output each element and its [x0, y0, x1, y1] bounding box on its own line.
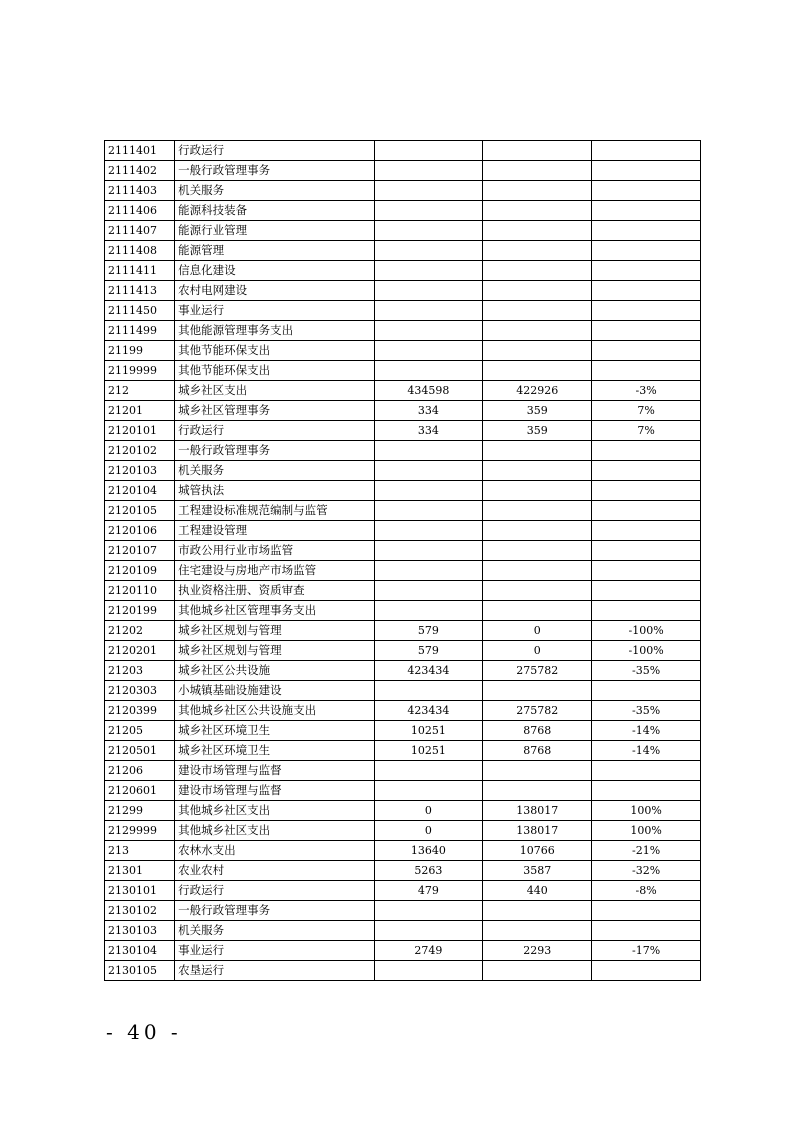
value-curr-cell: 440	[483, 881, 592, 901]
change-percent-cell: -17%	[592, 941, 701, 961]
value-curr-cell	[483, 461, 592, 481]
change-percent-cell	[592, 461, 701, 481]
account-name-cell: 其他节能环保支出	[175, 341, 374, 361]
table-row	[105, 541, 701, 561]
account-name-cell: 信息化建设	[175, 261, 374, 281]
value-prev-cell	[374, 361, 483, 381]
value-prev-cell: 2749	[374, 941, 483, 961]
account-name-cell: 建设市场管理与监督	[175, 781, 374, 801]
value-curr-cell: 0	[483, 641, 592, 661]
account-code-cell: 2129999	[105, 821, 175, 841]
value-prev-cell: 0	[374, 801, 483, 821]
value-curr-cell	[483, 161, 592, 181]
value-curr-cell	[483, 221, 592, 241]
account-code-cell: 21299	[105, 801, 175, 821]
account-code-cell: 2130104	[105, 941, 175, 961]
value-prev-cell	[374, 261, 483, 281]
account-name-cell: 城乡社区支出	[175, 381, 374, 401]
value-prev-cell	[374, 581, 483, 601]
table-row	[105, 881, 701, 901]
value-curr-cell: 8768	[483, 721, 592, 741]
account-code-cell: 2130101	[105, 881, 175, 901]
value-curr-cell: 10766	[483, 841, 592, 861]
change-percent-cell: -32%	[592, 861, 701, 881]
account-code-cell: 2111403	[105, 181, 175, 201]
table-row	[105, 481, 701, 501]
value-curr-cell: 275782	[483, 701, 592, 721]
value-curr-cell	[483, 561, 592, 581]
value-prev-cell: 579	[374, 641, 483, 661]
value-curr-cell: 359	[483, 401, 592, 421]
change-percent-cell: 100%	[592, 821, 701, 841]
value-prev-cell: 0	[374, 821, 483, 841]
account-name-cell: 工程建设标准规范编制与监管	[175, 501, 374, 521]
account-code-cell: 2120105	[105, 501, 175, 521]
value-curr-cell: 8768	[483, 741, 592, 761]
table-row	[105, 301, 701, 321]
account-code-cell: 2120303	[105, 681, 175, 701]
account-name-cell: 小城镇基础设施建设	[175, 681, 374, 701]
table-row	[105, 761, 701, 781]
table-row	[105, 261, 701, 281]
change-percent-cell	[592, 341, 701, 361]
table-row	[105, 741, 701, 761]
change-percent-cell: -35%	[592, 701, 701, 721]
value-curr-cell: 138017	[483, 821, 592, 841]
change-percent-cell: -100%	[592, 621, 701, 641]
value-curr-cell	[483, 921, 592, 941]
account-code-cell: 2111450	[105, 301, 175, 321]
value-curr-cell: 2293	[483, 941, 592, 961]
account-name-cell: 其他城乡社区支出	[175, 821, 374, 841]
table-row	[105, 501, 701, 521]
table-row	[105, 641, 701, 661]
table-row	[105, 361, 701, 381]
value-prev-cell	[374, 921, 483, 941]
value-curr-cell	[483, 761, 592, 781]
account-code-cell: 2120106	[105, 521, 175, 541]
value-curr-cell	[483, 541, 592, 561]
change-percent-cell: -14%	[592, 721, 701, 741]
account-code-cell: 2111401	[105, 141, 175, 161]
value-curr-cell	[483, 261, 592, 281]
table-row	[105, 901, 701, 921]
value-prev-cell	[374, 321, 483, 341]
change-percent-cell	[592, 521, 701, 541]
change-percent-cell: -14%	[592, 741, 701, 761]
value-curr-cell: 359	[483, 421, 592, 441]
account-name-cell: 其他节能环保支出	[175, 361, 374, 381]
table-row	[105, 381, 701, 401]
change-percent-cell	[592, 301, 701, 321]
account-name-cell: 城乡社区管理事务	[175, 401, 374, 421]
account-code-cell: 2120601	[105, 781, 175, 801]
account-name-cell: 一般行政管理事务	[175, 441, 374, 461]
account-name-cell: 机关服务	[175, 921, 374, 941]
account-name-cell: 机关服务	[175, 461, 374, 481]
budget-table-body	[105, 141, 701, 981]
table-row	[105, 181, 701, 201]
value-prev-cell	[374, 901, 483, 921]
table-row	[105, 241, 701, 261]
table-row	[105, 221, 701, 241]
account-name-cell: 城乡社区公共设施	[175, 661, 374, 681]
account-name-cell: 其他城乡社区支出	[175, 801, 374, 821]
value-curr-cell	[483, 961, 592, 981]
account-code-cell: 2120107	[105, 541, 175, 561]
account-code-cell: 2130102	[105, 901, 175, 921]
change-percent-cell	[592, 681, 701, 701]
value-prev-cell: 423434	[374, 701, 483, 721]
account-code-cell: 2111406	[105, 201, 175, 221]
value-prev-cell: 579	[374, 621, 483, 641]
value-curr-cell	[483, 141, 592, 161]
change-percent-cell	[592, 361, 701, 381]
account-code-cell: 2120104	[105, 481, 175, 501]
account-code-cell: 2111407	[105, 221, 175, 241]
account-code-cell: 2120101	[105, 421, 175, 441]
table-row	[105, 661, 701, 681]
value-prev-cell: 334	[374, 401, 483, 421]
change-percent-cell	[592, 281, 701, 301]
value-prev-cell	[374, 561, 483, 581]
table-row	[105, 201, 701, 221]
account-name-cell: 其他城乡社区管理事务支出	[175, 601, 374, 621]
value-prev-cell	[374, 221, 483, 241]
value-curr-cell	[483, 321, 592, 341]
account-code-cell: 2120199	[105, 601, 175, 621]
value-curr-cell	[483, 481, 592, 501]
value-curr-cell	[483, 301, 592, 321]
change-percent-cell	[592, 261, 701, 281]
value-curr-cell	[483, 901, 592, 921]
table-row	[105, 401, 701, 421]
value-prev-cell	[374, 161, 483, 181]
value-curr-cell	[483, 601, 592, 621]
value-prev-cell	[374, 201, 483, 221]
change-percent-cell	[592, 161, 701, 181]
change-percent-cell: 7%	[592, 421, 701, 441]
account-name-cell: 住宅建设与房地产市场监管	[175, 561, 374, 581]
account-code-cell: 2120501	[105, 741, 175, 761]
value-prev-cell	[374, 541, 483, 561]
value-prev-cell	[374, 281, 483, 301]
account-name-cell: 农垦运行	[175, 961, 374, 981]
value-prev-cell	[374, 521, 483, 541]
change-percent-cell	[592, 901, 701, 921]
value-curr-cell	[483, 281, 592, 301]
account-name-cell: 行政运行	[175, 141, 374, 161]
account-code-cell: 2120110	[105, 581, 175, 601]
account-code-cell: 21301	[105, 861, 175, 881]
change-percent-cell	[592, 961, 701, 981]
value-prev-cell	[374, 761, 483, 781]
value-curr-cell: 138017	[483, 801, 592, 821]
account-name-cell: 能源科技装备	[175, 201, 374, 221]
value-curr-cell	[483, 241, 592, 261]
budget-table	[104, 140, 701, 981]
change-percent-cell	[592, 781, 701, 801]
value-prev-cell: 423434	[374, 661, 483, 681]
table-row	[105, 141, 701, 161]
change-percent-cell	[592, 561, 701, 581]
table-row	[105, 801, 701, 821]
change-percent-cell: 100%	[592, 801, 701, 821]
table-row	[105, 861, 701, 881]
value-curr-cell: 0	[483, 621, 592, 641]
page-number: - 40 -	[106, 1020, 182, 1044]
account-name-cell: 农村电网建设	[175, 281, 374, 301]
change-percent-cell	[592, 181, 701, 201]
account-name-cell: 行政运行	[175, 881, 374, 901]
account-code-cell: 2119999	[105, 361, 175, 381]
change-percent-cell	[592, 201, 701, 221]
value-prev-cell: 13640	[374, 841, 483, 861]
value-curr-cell	[483, 361, 592, 381]
value-prev-cell	[374, 301, 483, 321]
table-row	[105, 841, 701, 861]
table-row	[105, 621, 701, 641]
account-name-cell: 一般行政管理事务	[175, 161, 374, 181]
value-curr-cell	[483, 201, 592, 221]
change-percent-cell	[592, 441, 701, 461]
value-curr-cell	[483, 441, 592, 461]
account-name-cell: 建设市场管理与监督	[175, 761, 374, 781]
change-percent-cell: -21%	[592, 841, 701, 861]
value-prev-cell: 479	[374, 881, 483, 901]
table-row	[105, 321, 701, 341]
account-code-cell: 2120103	[105, 461, 175, 481]
change-percent-cell	[592, 501, 701, 521]
value-curr-cell	[483, 341, 592, 361]
table-row	[105, 581, 701, 601]
account-code-cell: 212	[105, 381, 175, 401]
value-prev-cell	[374, 481, 483, 501]
value-prev-cell: 10251	[374, 721, 483, 741]
account-name-cell: 农业农村	[175, 861, 374, 881]
value-prev-cell	[374, 341, 483, 361]
table-row	[105, 281, 701, 301]
table-row	[105, 941, 701, 961]
change-percent-cell	[592, 481, 701, 501]
account-name-cell: 能源管理	[175, 241, 374, 261]
change-percent-cell: -8%	[592, 881, 701, 901]
table-row	[105, 821, 701, 841]
change-percent-cell: -35%	[592, 661, 701, 681]
value-curr-cell	[483, 181, 592, 201]
value-prev-cell: 334	[374, 421, 483, 441]
change-percent-cell: -100%	[592, 641, 701, 661]
account-name-cell: 执业资格注册、资质审查	[175, 581, 374, 601]
value-prev-cell: 434598	[374, 381, 483, 401]
account-code-cell: 2120201	[105, 641, 175, 661]
change-percent-cell	[592, 541, 701, 561]
value-curr-cell: 3587	[483, 861, 592, 881]
account-name-cell: 城乡社区规划与管理	[175, 641, 374, 661]
account-code-cell: 21203	[105, 661, 175, 681]
change-percent-cell	[592, 601, 701, 621]
value-prev-cell: 5263	[374, 861, 483, 881]
table-row	[105, 341, 701, 361]
table-row	[105, 421, 701, 441]
account-name-cell: 市政公用行业市场监管	[175, 541, 374, 561]
account-code-cell: 21205	[105, 721, 175, 741]
account-name-cell: 其他城乡社区公共设施支出	[175, 701, 374, 721]
change-percent-cell	[592, 761, 701, 781]
table-row	[105, 461, 701, 481]
account-code-cell: 21202	[105, 621, 175, 641]
value-curr-cell	[483, 781, 592, 801]
value-prev-cell	[374, 241, 483, 261]
table-row	[105, 441, 701, 461]
account-name-cell: 行政运行	[175, 421, 374, 441]
value-curr-cell: 275782	[483, 661, 592, 681]
table-row	[105, 921, 701, 941]
value-prev-cell	[374, 961, 483, 981]
value-prev-cell	[374, 781, 483, 801]
change-percent-cell	[592, 581, 701, 601]
account-name-cell: 农林水支出	[175, 841, 374, 861]
table-row	[105, 721, 701, 741]
value-prev-cell	[374, 681, 483, 701]
change-percent-cell	[592, 221, 701, 241]
account-name-cell: 其他能源管理事务支出	[175, 321, 374, 341]
value-curr-cell	[483, 581, 592, 601]
account-name-cell: 一般行政管理事务	[175, 901, 374, 921]
change-percent-cell	[592, 321, 701, 341]
table-row	[105, 681, 701, 701]
change-percent-cell: 7%	[592, 401, 701, 421]
value-prev-cell	[374, 141, 483, 161]
account-name-cell: 机关服务	[175, 181, 374, 201]
account-name-cell: 城乡社区环境卫生	[175, 741, 374, 761]
table-row	[105, 961, 701, 981]
table-row	[105, 701, 701, 721]
account-code-cell: 2111413	[105, 281, 175, 301]
value-curr-cell	[483, 521, 592, 541]
value-prev-cell	[374, 501, 483, 521]
account-code-cell: 2130105	[105, 961, 175, 981]
change-percent-cell	[592, 141, 701, 161]
value-prev-cell	[374, 181, 483, 201]
table-row	[105, 601, 701, 621]
change-percent-cell	[592, 241, 701, 261]
account-name-cell: 工程建设管理	[175, 521, 374, 541]
account-name-cell: 城乡社区规划与管理	[175, 621, 374, 641]
account-code-cell: 2130103	[105, 921, 175, 941]
account-code-cell: 213	[105, 841, 175, 861]
account-code-cell: 21199	[105, 341, 175, 361]
account-code-cell: 2111499	[105, 321, 175, 341]
value-curr-cell	[483, 681, 592, 701]
account-code-cell: 2111411	[105, 261, 175, 281]
account-name-cell: 能源行业管理	[175, 221, 374, 241]
value-curr-cell	[483, 501, 592, 521]
account-name-cell: 城乡社区环境卫生	[175, 721, 374, 741]
change-percent-cell: -3%	[592, 381, 701, 401]
account-name-cell: 城管执法	[175, 481, 374, 501]
account-code-cell: 21201	[105, 401, 175, 421]
account-code-cell: 2120102	[105, 441, 175, 461]
account-code-cell: 2120399	[105, 701, 175, 721]
value-curr-cell: 422926	[483, 381, 592, 401]
table-row	[105, 781, 701, 801]
change-percent-cell	[592, 921, 701, 941]
value-prev-cell: 10251	[374, 741, 483, 761]
account-code-cell: 2120109	[105, 561, 175, 581]
value-prev-cell	[374, 601, 483, 621]
table-row	[105, 521, 701, 541]
table-row	[105, 561, 701, 581]
account-code-cell: 2111408	[105, 241, 175, 261]
account-name-cell: 事业运行	[175, 301, 374, 321]
account-code-cell: 2111402	[105, 161, 175, 181]
account-name-cell: 事业运行	[175, 941, 374, 961]
value-prev-cell	[374, 441, 483, 461]
table-row	[105, 161, 701, 181]
account-code-cell: 21206	[105, 761, 175, 781]
value-prev-cell	[374, 461, 483, 481]
